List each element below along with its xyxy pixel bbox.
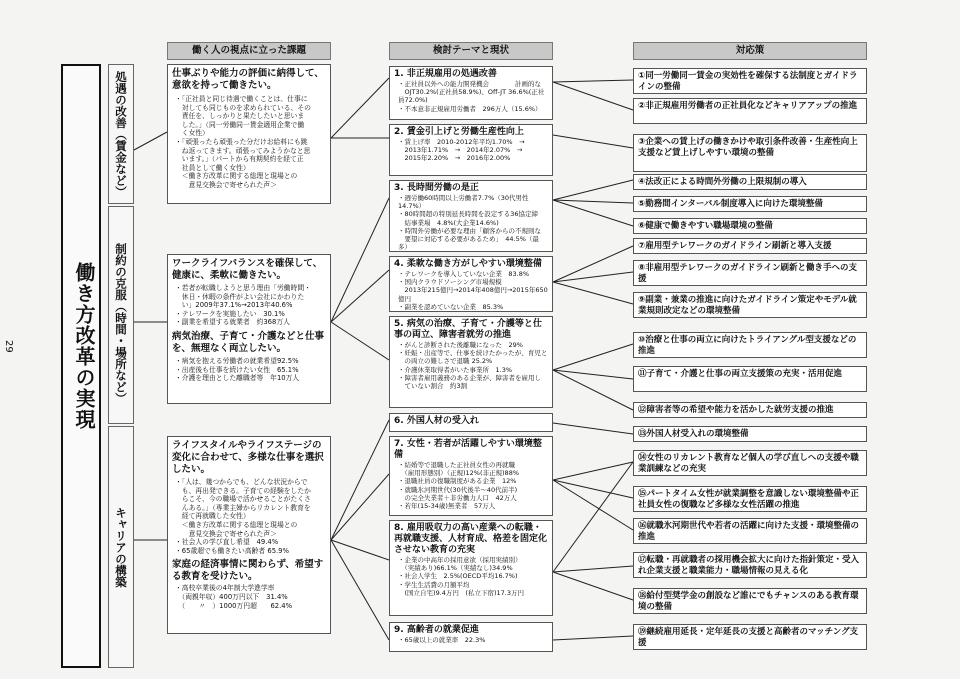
topic-line: ・テレワークを導入していない企業 83.8% [398,270,530,278]
issue-line: います。」（パートから有期契約を経て正 [175,155,304,164]
topic-line: ・就職氷河期世代(30代後半〜40代前半) [398,485,518,494]
topic-line: ・不本意非正規雇用労働者 296万人（15.6%） [398,104,542,113]
policy-box: ⑫障害者等の希望や能力を活かした就労支援の推進 [633,402,867,418]
topic-line: 2013年215億円→2014年408億円→2015年650億円 [398,286,548,303]
policy-box: ⑮パートタイム女性が就業調整を意識しない環境整備や正社員女性の復職など多様な女性活躍の推進 [633,486,867,512]
topic-line: ・退職社員の復職制度がある企業 12% [398,477,517,486]
topic-box [389,256,553,312]
policy-box: ③企業への賃上げの働きかけや取引条件改善・生産性向上支援など賃上げしやすい環境の整備 [633,134,867,172]
issue-line: 責任を、しっかりと果たしたいと思いま [175,112,305,121]
topic-line: ・賃上げ率 2010-2012年平均1.70% → [398,138,525,146]
policy-box: ⑲継続雇用延長・定年延長の支援と高齢者のマッチング支援 [633,624,867,650]
issue-line: らこそ、今の職場で活かせることがたくさ [175,495,311,504]
issue-line: んある。」（専業主婦からリカレント教育を [175,503,311,512]
topic-line: OJT30.2%(正社員58.9%)、Off-JT 36.6%(正社員72.0%) [398,88,545,105]
policy-box: ④法改正による時間外労働の上限規制の導入 [633,174,867,190]
issue-line: した。」（同一労働同一賃金適用企業で働 [175,120,305,129]
issue-heading: 家庭の経済事情に関わらず、希望する教育を受けたい。 [172,559,324,583]
issue-line: い」2009年37.1%→2013年40.6% [175,301,293,310]
topic-box [389,622,553,652]
header-issues: 働く人の視点に立った課題 [167,42,331,60]
issue-line: ・出産後も仕事を続けたい女性 65.1% [175,365,299,374]
issue-line: 休日・休暇の条件がよい会社にかわりた [175,292,305,301]
policy-box: ⑭女性のリカレント教育など個人の学び直しへの支援や職業訓練などの充実 [633,450,867,476]
topic-line: 2013年1.71% → 2014年2.07% → [398,146,523,155]
issue-lines [172,95,326,190]
policy-box: ②非正規雇用労働者の正社員化などキャリアアップの推進 [633,98,867,124]
policy-box: ⑨副業・兼業の推進に向けたガイドライン策定やモデル就業規則改定などの環境整備 [633,292,867,318]
category-label-treatment: 処遇の改善（賃金など） [114,71,128,198]
topic-line: ・副業を認めていない企業 85.3% [398,302,504,311]
issue-line: ・「頑張ったら頑張った分だけお給料にも跳 [175,137,308,146]
topic-box [389,413,553,432]
page-number: 29 [3,340,14,353]
topic-line: ・妊娠・出産等で、仕事を続けたかったが、育児と [398,349,548,358]
header-themes: 検討テーマと現状 [389,42,553,60]
topic-line: ・時間外労働が必要な理由「顧客からの不規則な [398,226,541,235]
topic-line: ・企業の中高年の採用意欲（採用実績別） [398,556,522,564]
topic-line: ・学生生活費の月額平均 [398,580,470,589]
topic-box [389,180,553,252]
topic-line: 2015年2.20% → 2016年2.00% [398,154,511,163]
issue-panel-treatment [167,64,331,204]
issue-line: 経て再就職した女性） [175,512,250,521]
issue-line: 意見交換会で寄せられた声＞ [175,180,277,189]
issue-heading: ライフスタイルやライフステージの変化に合わせて、多様な仕事を選択したい。 [172,440,324,475]
topic-box [389,520,553,616]
issue-line: 社員として働く女性） [175,163,250,172]
issue-line: （両親年収）400万円以下 31.4% [175,592,288,601]
policy-box: ⑥健康で働きやすい職場環境の整備 [633,218,867,234]
header-measures: 対応策 [633,42,867,60]
topic-line: ・65歳以上の就業率 22.3% [398,636,486,644]
topic-line: (国立自宅)9.4万円 (私立下宿)17.3万円 [398,588,524,597]
topic-line: 結事業場 4.8%(大企業14.6%) [398,218,499,227]
topic-box [389,316,553,408]
topic-title: 1. 非正規雇用の処遇改善 [394,69,497,79]
topic-box [389,66,553,120]
topic-box [389,124,553,176]
issue-line: く女性） [175,129,209,138]
topic-line: 要望に対応する必要があるため」 44.5%（最多） [398,235,539,252]
topic-title: 7. 女性・若者が活躍しやすい環境整備 [394,439,542,460]
issue-line: ・介護を理由とした離職者等 年10万人 [175,374,300,383]
policy-box: ⑱給付型奨学金の創設など誰にでもチャンスのある教育環境の整備 [633,588,867,614]
topic-line: ・結婚等で退職した正社員女性の再就職 [398,461,515,469]
topic-title: 4. 柔軟な働き方がしやすい環境整備 [394,259,542,269]
policy-box: ⑰転職・再就職者の採用機会拡大に向けた指針策定・受入れ企業支援と職業能力・職場情報の見える化 [633,552,867,578]
policy-box: ⑬外国人材受入れの環境整備 [633,426,867,442]
policy-box: ⑩治療と仕事の両立に向けたトライアングル型支援などの推進 [633,332,867,358]
policy-box: ⑧非雇用型テレワークのガイドライン刷新と働き手への支援 [633,260,867,286]
issue-line: ・テレワークを実施したい 30.1% [175,309,285,318]
issue-line: ・「正社員と同じ待遇で働くことは、仕事に [175,95,308,103]
topic-line: ・がんと診断された後離職になった 29% [398,341,523,349]
policy-box: ⑪子育て・介護と仕事の両立支援策の充実・活用促進 [633,366,867,392]
issue-line: 意見交換会で寄せられた声＞ [175,529,277,538]
topic-title: 5. 病気の治療、子育て・介護等と仕事の両立、障害者就労の推進 [394,319,542,340]
issue-line: （ 〃 ）1000万円超 62.4% [175,601,293,610]
issue-heading: 病気治療、子育て・介護などと仕事を、無理なく両立したい。 [172,330,325,354]
issue-line: ・社会人の学び直し希望 49.4% [175,538,279,547]
issue-line: ＜働き方改革に関する総理と現場との [175,172,298,181]
topic-title: 6. 外国人材の受入れ [394,416,479,426]
topic-line: ・介護休業取得者がいた事業所 1.3% [398,365,513,374]
topic-title: 8. 雇用吸収力の高い産業への転職・再就職支援、人材育成、格差を固定化させない教育の充実 [394,523,548,555]
topic-line: （実績あり)66.1%（実績なし)34.9% [398,564,513,573]
issue-heading: 仕事ぶりや能力の評価に納得して、意欲を持って働きたい。 [172,68,324,91]
topic-line: ・障害者雇用義務のある企業が、障害者を雇用し [398,373,541,382]
issue-heading: ワークライフバランスを確保して、健康に、柔軟に働きたい。 [172,258,323,281]
issue-line: ・65歳超でも働きたい高齢者 65.9% [175,546,289,555]
topic-line: ・国内クラウドソーシング市場規模 [398,278,502,287]
policy-box: ①同一労働同一賃金の実効性を確保する法制度とガイドラインの整備 [633,68,867,94]
topic-line: ・80時間超の特別延長時間を設定する36協定締 [398,210,539,219]
topic-title: 9. 高齢者の就業促進 [394,625,479,635]
topic-line: ・社会人学生 2.5%(OECD平均16.7%) [398,572,518,581]
topic-line: ・若年(15-34歳)無業者 57万人 [398,502,496,511]
topic-title: 2. 賃金引上げと労働生産性向上 [394,127,524,137]
issue-line: も、再出発できる。子育ての経験をしたか [175,486,311,495]
topic-line: ・正社員以外への能力開発機会 計画的な [398,80,541,88]
topic-line: ていない割合 約3割 [398,382,468,391]
issue-line: ・副業を希望する就業者 約368万人 [175,318,290,327]
policy-box: ⑦雇用型テレワークのガイドライン刷新と導入支援 [633,238,867,254]
issue-line: ・高校卒業後の4年制大学進学率 [175,584,275,593]
topic-line: （雇用形態別）（正規)12%(非正規)88% [398,469,520,478]
issue-line: ＜働き方改革に関する総理と現場との [175,520,298,529]
policy-box: ⑯就職氷河期世代や若者の活躍に向けた支援・環境整備の推進 [633,518,867,544]
issue-panel-constraints [167,254,331,404]
topic-box [389,436,553,516]
category-label-constraints: 制約の克服（時間・場所など） [114,243,128,404]
topic-line: ・週労働60時間以上労働者7.7%（30代男性14.7%） [398,194,529,211]
issue-line: ・若者が転職しようと思う理由「労働時間・ [175,284,311,292]
topic-line: の完全失業者＋非労働力人口 42万人 [398,493,517,502]
issue-line: ・「人は、幾つからでも、どんな状況からで [175,478,308,486]
topic-title: 3. 長時間労働の是正 [394,183,479,193]
issue-panel-career [167,436,331,634]
issue-line: ・病気を抱える労働者の就業希望92.5% [175,356,299,365]
issue-line: ね返ってきます。頑張ってみようかなと思 [175,146,311,155]
policy-box: ⑤勤務間インターバル制度導入に向けた環境整備 [633,196,867,212]
main-title: 働き方改革の実現 [72,262,96,430]
topic-line: の両立の難しさで退職 25.2% [398,357,493,366]
category-label-career: キャリアの構築 [114,507,128,588]
issue-line: 対しても同じものを求められている、その [175,103,311,112]
